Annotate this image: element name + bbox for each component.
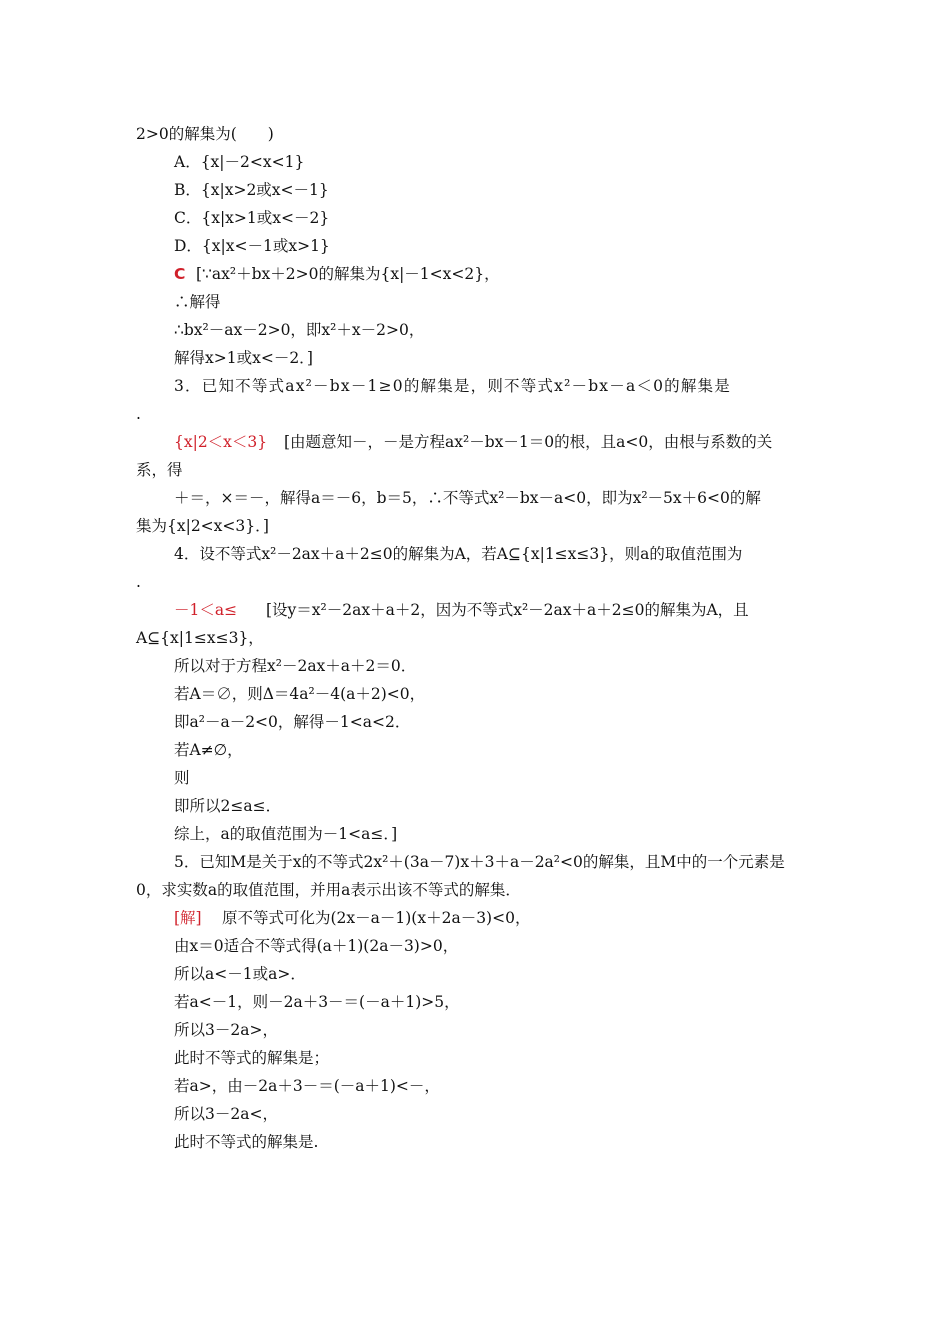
- q3-answer: {x|2＜x＜3}: [174, 433, 268, 451]
- q4-explanation-5: 即a²－a－2<0，解得－1<a<2．: [174, 713, 411, 731]
- q3-explanation-4: 集为{x|2<x<3}．]: [136, 517, 269, 535]
- q5-solution-label: [解]: [174, 909, 202, 927]
- q4-explanation-6: 若A≠∅，: [174, 741, 243, 759]
- q4-explanation-8: 即所以2≤a≤．: [174, 797, 282, 815]
- q5-solution-2: 由x＝0适合不等式得(a＋1)(2a－3)>0，: [174, 937, 459, 955]
- q5-solution-8: 所以3－2a<，: [174, 1105, 278, 1123]
- q5-solution-7: 若a>，由－2a＋3－＝(－a＋1)<－，: [174, 1077, 440, 1095]
- q2-option-a: A．{x|－2<x<1}: [174, 153, 305, 171]
- q4-explanation-9: 综上，a的取值范围为－1<a≤．]: [174, 825, 398, 843]
- q4-explanation-3: 所以对于方程x²－2ax＋a＋2＝0．: [174, 657, 417, 675]
- q2-explanation-4: 解得x>1或x<－2．]: [174, 349, 313, 367]
- q5-solution-1: 原不等式可化为(2x－a－1)(x＋2a－3)<0，: [222, 909, 531, 927]
- q4-answer: －1＜a≤: [174, 601, 238, 619]
- q5-solution-6: 此时不等式的解集是；: [174, 1049, 330, 1067]
- q4-explanation-4: 若A＝∅，则Δ＝4a²－4(a＋2)<0，: [174, 685, 426, 703]
- q4-explanation-2: A⊆{x|1≤x≤3}，: [136, 629, 264, 647]
- q5-solution-3: 所以a<－1或a>．: [174, 965, 306, 983]
- q5-solution-9: 此时不等式的解集是.: [174, 1133, 319, 1151]
- q5-solution-5: 所以3－2a>，: [174, 1021, 278, 1039]
- q3-explanation-1: [由题意知－，－是方程ax²－bx－1＝0的根，且a<0，由根与系数的关: [284, 433, 773, 451]
- q3-stem-end: .: [136, 405, 141, 423]
- q3-stem: 3．已知不等式ax²－bx－1≥0的解集是，则不等式x²－bx－a＜0的解集是: [174, 377, 731, 395]
- q4-explanation-1: [设y＝x²－2ax＋a＋2，因为不等式x²－2ax＋a＋2≤0的解集为A，且: [266, 601, 749, 619]
- q2-explanation-1: [∵ax²＋bx＋2>0的解集为{x|－1<x<2}，: [196, 265, 500, 283]
- q2-option-c: C．{x|x>1或x<－2}: [174, 209, 330, 227]
- q5-stem-1: 5．已知M是关于x的不等式2x²＋(3a－7)x＋3＋a－2a²<0的解集，且M中的一个元素是: [174, 853, 785, 871]
- q2-option-d: D．{x|x<－1或x>1}: [174, 237, 330, 255]
- q2-explanation-3: ∴bx²－ax－2>0，即x²＋x－2>0，: [174, 321, 425, 339]
- q2-answer: C: [174, 265, 186, 283]
- q5-stem-2: 0，求实数a的取值范围，并用a表示出该不等式的解集．: [136, 881, 521, 899]
- q2-explanation-2: ∴解得: [174, 293, 221, 311]
- q3-explanation-2: 系，得: [136, 461, 183, 479]
- q2-option-b: B．{x|x>2或x<－1}: [174, 181, 329, 199]
- q4-stem: 4．设不等式x²－2ax＋a＋2≤0的解集为A，若A⊆{x|1≤x≤3}，则a的取值范围为: [174, 545, 743, 563]
- q4-stem-end: .: [136, 573, 141, 591]
- q5-solution-4: 若a<－1，则－2a＋3－＝(－a＋1)>5，: [174, 993, 460, 1011]
- q4-explanation-7: 则: [174, 769, 190, 787]
- q3-explanation-3: ＋＝，×＝－，解得a＝－6，b＝5，∴不等式x²－bx－a<0，即为x²－5x＋6<0的解: [174, 489, 761, 507]
- q2-stem-tail: 2>0的解集为( ): [136, 125, 274, 143]
